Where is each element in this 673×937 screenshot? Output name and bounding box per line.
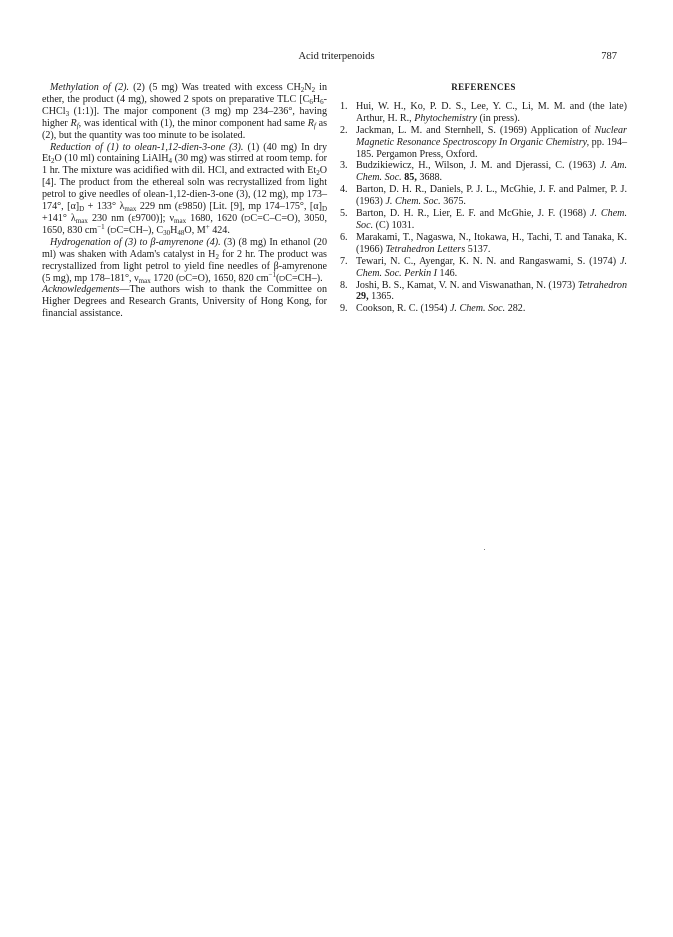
reference-item: [340, 256, 627, 280]
subscript: 6: [320, 97, 324, 106]
reference-text-run: pp. 194–185. Pergamon Press, Oxford.: [356, 136, 627, 160]
reference-number: 3.: [340, 160, 348, 172]
subscript: D: [321, 205, 327, 214]
reference-item: [340, 208, 627, 232]
reference-text: [356, 232, 627, 256]
reference-number: 4.: [340, 184, 348, 196]
reference-item: [340, 125, 627, 161]
reference-number: 9.: [340, 303, 348, 315]
reduction-paragraph: [42, 142, 327, 237]
reference-text-run: J. Chem. Soc.: [356, 208, 627, 231]
reference-text-run: 5137.: [465, 243, 491, 255]
reference-text: [356, 101, 627, 125]
reference-text: [356, 256, 627, 280]
reference-item: [340, 101, 627, 125]
reference-number: 2.: [340, 124, 348, 136]
text-run: +141° λ: [42, 212, 76, 224]
subscript: max: [75, 216, 88, 225]
text-run: -CHCl: [42, 93, 327, 117]
subscript: 2: [300, 86, 305, 94]
reference-text-run: (C) 1031.: [373, 219, 415, 231]
reference-text: [356, 303, 627, 315]
reference-text-run: 3675.: [440, 196, 466, 208]
reference-number: 8.: [340, 279, 348, 291]
reference-number: 5.: [340, 208, 348, 220]
reference-text-run: Tewari, N. C., Ayengar, K. N. N. and Rangaswami, S. (1974): [356, 255, 620, 267]
subscript: 30: [163, 228, 171, 237]
reference-number: 6.: [340, 231, 348, 243]
reference-text-run: Phytochemistry: [414, 112, 477, 124]
text-run: (⫐C=CH–).: [276, 272, 323, 284]
reference-item: [340, 184, 627, 208]
reference-item: [340, 303, 627, 315]
reference-item: [340, 232, 627, 256]
reference-text-run: 29,: [356, 291, 369, 303]
reference-text-run: J. Chem. Soc. Perkin I: [356, 255, 627, 279]
reference-item: [340, 280, 627, 304]
reference-text-run: 282.: [505, 303, 526, 315]
reference-text-run: Marakami, T., Nagaswa, N., Itokawa, H., Tachi, T. and Tanaka, K. (1966): [356, 231, 627, 255]
reference-text-run: 146.: [437, 267, 458, 279]
text-run: for 2 hr. The product was recrystallized from light petrol to yield fine needles of β-amyrenone (5 mg), mp 178–181°, ν: [42, 248, 327, 284]
text-run: (1) (40 mg) In dry Et: [42, 141, 327, 165]
reduction-heading: Reduction of (1) to olean-1,12-dien-3-one (3).: [50, 141, 244, 153]
reference-text-run: Tetrahedron: [577, 279, 627, 291]
subscript: 48: [177, 228, 185, 237]
text-run: O [4]. The product from the ethereal soln was recrystallized from light petrol to give needles of olean-1,12-dien-3-one (3), (12 mg), mp 173–174°, [α]: [42, 165, 327, 213]
reference-item: [340, 160, 627, 184]
superscript: −1: [97, 222, 105, 231]
page-number: 787: [601, 51, 617, 62]
reference-text-run: Joshi, B. S., Kamat, V. N. and Viswanathan, N. (1973): [356, 279, 578, 291]
subscript: max: [138, 276, 151, 285]
reference-text-run: Budzikiewicz, H., Wilson, J. M. and Djerassi, C. (1963): [356, 160, 600, 172]
hydrogenation-paragraph: [42, 237, 327, 285]
reference-text: [356, 208, 627, 232]
text-run: 424.: [209, 224, 230, 236]
reference-text: [356, 184, 627, 208]
subscript: 6: [309, 97, 313, 106]
text-run: as (2), but the quantity was too minute to be isolated.: [42, 117, 327, 141]
text-run: H: [170, 224, 178, 236]
reference-text-run: J. Am. Chem. Soc.: [356, 160, 627, 184]
methylation-heading: Methylation of (2).: [50, 82, 130, 93]
reference-text-run: (in press).: [477, 112, 520, 124]
subscript: D: [79, 205, 85, 214]
subscript: 3: [65, 109, 70, 118]
text-run: —The authors wish to thank the Committee on Higher Degrees and Research Grants, University of Hong Kong, for financial assistance.: [42, 284, 327, 320]
subscript: 2: [50, 157, 55, 166]
acknowledgements-heading: Acknowledgements: [42, 284, 120, 296]
reference-text-run: Barton, D. H. R., Daniels, P. J. L., McGhie, J. F. and Palmer, P. J. (1963): [356, 184, 627, 208]
text-run: 229 nm (ε9850) [Lit. [9], mp 174–175°, [α]: [136, 201, 322, 213]
text-run: H: [312, 93, 321, 105]
subscript: 2: [215, 252, 219, 261]
subscript: f: [313, 121, 316, 130]
reference-text: [356, 280, 627, 304]
left-column: [42, 82, 327, 320]
text-run: 1680, 1620 (⫐C=C–C=O), 3050, 1650, 830 cm: [42, 212, 328, 236]
reference-text-run: 1365.: [368, 291, 394, 303]
text-run: in ether, the product (4 mg), showed 2 spots on preparative TLC [C: [42, 82, 327, 105]
reference-text-run: Nuclear Magnetic Resonance Spectroscopy In Organic Chemistry,: [356, 124, 627, 148]
reference-list: [340, 101, 627, 315]
reference-number: 1.: [340, 100, 348, 112]
subscript: f: [76, 121, 79, 130]
references-heading: REFERENCES: [451, 82, 516, 92]
subscript: 4: [168, 157, 173, 166]
reference-text-run: Barton, D. H. R., Lier, E. F. and McGhie, J. F. (1968): [356, 208, 591, 220]
text-run: N: [304, 82, 312, 93]
reference-text-run: Cookson, R. C. (1954): [356, 303, 450, 315]
reference-text: [356, 160, 627, 184]
subscript: 2: [311, 86, 316, 94]
superscript: −1: [268, 270, 276, 279]
reference-text-run: 3688.: [416, 172, 443, 184]
scan-speck: [484, 549, 485, 550]
superscript: +: [205, 222, 210, 231]
text-run: (2) (5 mg) Was treated with excess CH: [129, 82, 301, 93]
text-run: 1720 (⫐C=O), 1650, 820 cm: [150, 272, 269, 284]
text-run: O (10 ml) containing LiAlH: [54, 153, 169, 165]
text-run: O, M: [184, 224, 206, 236]
reference-text-run: Jackman, L. M. and Sternhell, S. (1969) Application of: [356, 124, 595, 136]
hydrogenation-heading: Hydrogenation of (3) to β-amyrenone (4).: [50, 236, 221, 248]
text-run: (⫐C=CH–), C: [104, 224, 164, 236]
text-run: (1:1)]. The major component (3 mg) mp 234–236°, having higher: [42, 105, 327, 129]
subscript: 2: [316, 169, 320, 178]
reference-text-run: J. Chem. Soc.: [449, 303, 506, 315]
methylation-paragraph: [42, 82, 327, 142]
text-run: , was identical with (1), the minor component had same: [78, 117, 308, 129]
text-run: + 133° λ: [84, 201, 125, 213]
reference-text: [356, 125, 627, 161]
reference-text-run: Hui, W. H., Ko, P. D. S., Lee, Y. C., Li, M. M. and (the late) Arthur, H. R.,: [356, 100, 627, 124]
subscript: max: [124, 205, 137, 214]
reference-number: 7.: [340, 255, 348, 267]
text-run: R: [70, 117, 77, 129]
references-column: [340, 82, 627, 315]
acknowledgements-paragraph: [42, 284, 327, 320]
running-title: Acid triterpenoids: [298, 51, 375, 62]
reference-text-run: J. Chem. Soc.: [385, 196, 441, 208]
text-run: (3) (8 mg) In ethanol (20 ml) was shaken with Adam's catalyst in H: [42, 236, 328, 260]
reference-text-run: Tetrahedron Letters: [385, 243, 466, 255]
page-header: [0, 51, 673, 65]
text-run: 230 nm (ε9700)]; ν: [87, 212, 175, 224]
subscript: max: [174, 216, 187, 225]
text-run: (30 mg) was stirred at room temp. for 1 hr. The mixture was acidified with dil. HCl, and extracted with Et: [42, 153, 327, 177]
text-run: R: [307, 117, 314, 129]
reference-text-run: 85,: [401, 172, 417, 184]
